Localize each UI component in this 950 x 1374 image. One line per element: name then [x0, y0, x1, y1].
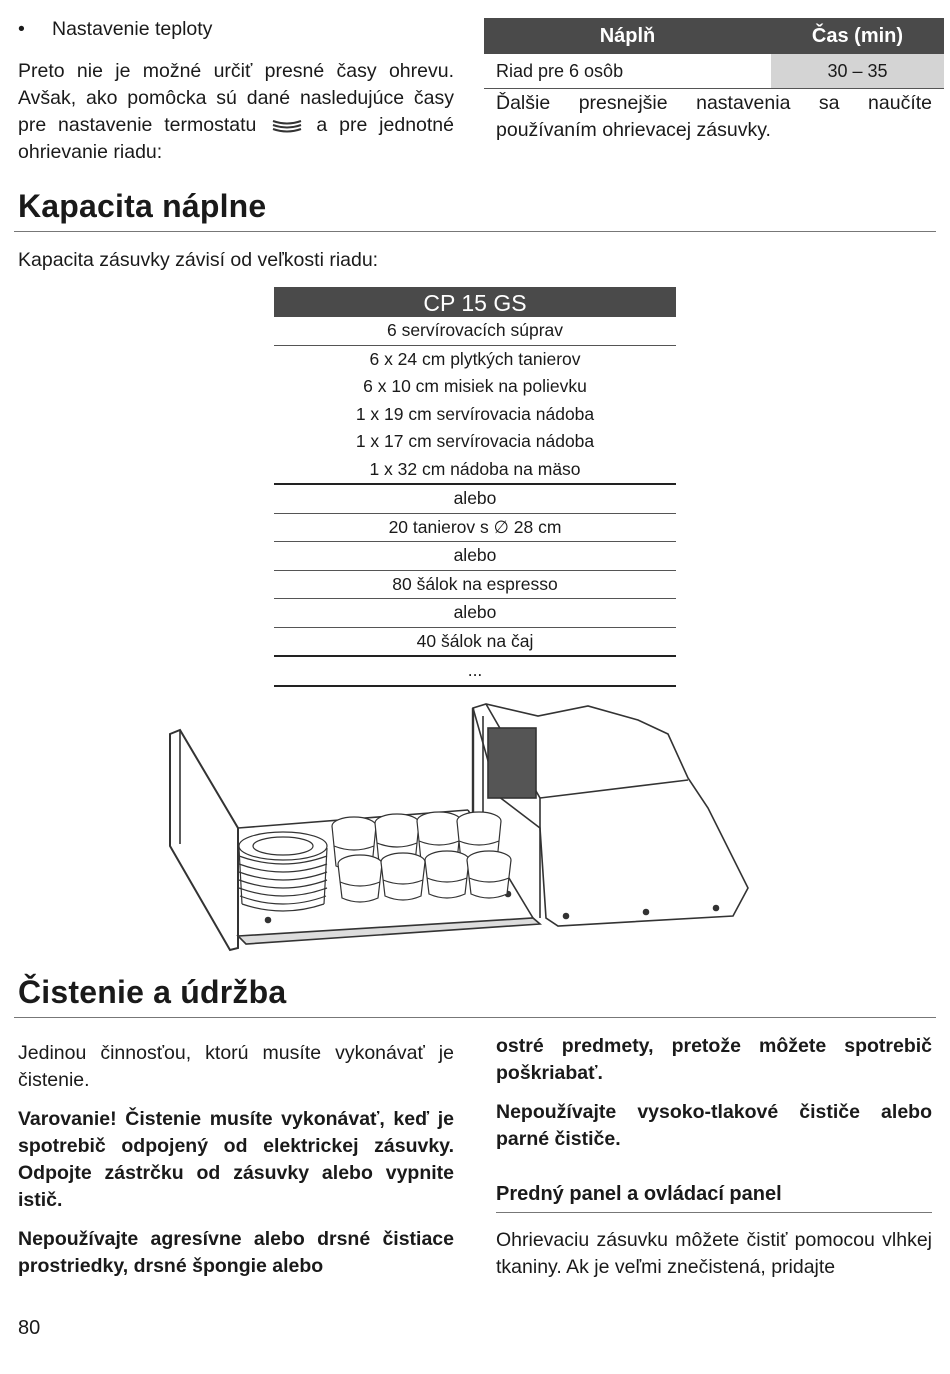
- cleaning-column-left: [18, 1040, 454, 1280]
- list-item: 6 servírovacích súprav: [386, 320, 564, 340]
- settings-note: Ďalšie presnejšie nastavenia sa naučíte používaním ohrievacej zásuvky.: [496, 92, 932, 141]
- list-item: alebo: [274, 483, 676, 513]
- cleaning-paragraph: Jedinou činnosťou, ktorú musíte vykonávať je čistenie.: [18, 1042, 454, 1091]
- bullet-text: Nastavenie teploty: [52, 18, 213, 40]
- list-item: 40 šálok na čaj: [274, 627, 676, 656]
- caution-paragraph: Nepoužívajte agresívne alebo drsné čistiace prostriedky, drsné špongie alebo: [18, 1228, 454, 1277]
- caution-paragraph-continued: ostré predmety, pretože môžete spotrebič poškriabať.: [496, 1035, 932, 1084]
- header-fill: Náplň: [484, 18, 771, 54]
- list-item: 20 tanierov s ∅ 28 cm: [274, 513, 676, 542]
- table-row: [484, 54, 944, 89]
- list-item: 1 x 17 cm servírovacia nádoba: [355, 431, 595, 451]
- capacity-table: [274, 287, 676, 687]
- intro-text-2: a pre jednotné ohrievanie riadu:: [18, 114, 454, 163]
- subsection-heading: Predný panel a ovládací panel: [496, 1183, 932, 1213]
- section-divider: [14, 231, 936, 232]
- warning-paragraph: Varovanie! Čistenie musíte vykonávať, keď je spotrebič odpojený od elektrickej zásuvky. Odpojte zástrčku od zásuvky alebo vypnite istič.: [18, 1108, 454, 1211]
- bullet-item: [18, 18, 212, 41]
- fill-time-header-row: [484, 18, 944, 54]
- front-panel-paragraph: Ohrievaciu zásuvku môžete čistiť pomocou vlhkej tkaniny. Ak je veľmi znečistená, pridajte: [496, 1229, 932, 1278]
- high-pressure-warning: Nepoužívajte vysoko-tlakové čističe alebo parné čističe.: [496, 1101, 932, 1150]
- fill-time-table: [484, 18, 944, 89]
- list-item: ...: [274, 655, 676, 687]
- bullet-symbol: •: [18, 18, 25, 40]
- capacity-table-title: CP 15 GS: [274, 287, 676, 317]
- list-item: 6 x 10 cm misiek na polievku: [363, 376, 587, 396]
- intro-text-1: Preto nie je možné určiť presné časy ohrevu. Avšak, ako pomôcka sú dané nasledujúce časy pre nastavenie termostatu: [18, 60, 454, 136]
- section-heading-capacity: Kapacita náplne: [18, 188, 267, 224]
- list-item: 1 x 32 cm nádoba na mäso: [369, 458, 581, 479]
- list-item: 80 šálok na espresso: [274, 570, 676, 599]
- plates-stack-icon: [270, 117, 304, 135]
- header-time: Čas (min): [771, 18, 944, 54]
- cell-fill: Riad pre 6 osôb: [484, 54, 771, 89]
- list-item: 1 x 19 cm servírovacia nádoba: [355, 403, 595, 424]
- section-divider: [14, 1017, 936, 1018]
- list-item: 6 x 24 cm plytkých tanierov: [274, 345, 676, 374]
- intro-paragraph: [18, 58, 454, 166]
- list-item: alebo: [274, 598, 676, 627]
- capacity-intro: Kapacita zásuvky závisí od veľkosti riadu:: [18, 249, 379, 271]
- list-item: alebo: [274, 541, 676, 570]
- warming-drawer-illustration: [168, 698, 768, 953]
- cleaning-column-right: [496, 1033, 932, 1281]
- cell-time: 30 – 35: [771, 54, 944, 89]
- page-number: 80: [18, 1317, 41, 1339]
- section-heading-cleaning: Čistenie a údržba: [18, 974, 287, 1010]
